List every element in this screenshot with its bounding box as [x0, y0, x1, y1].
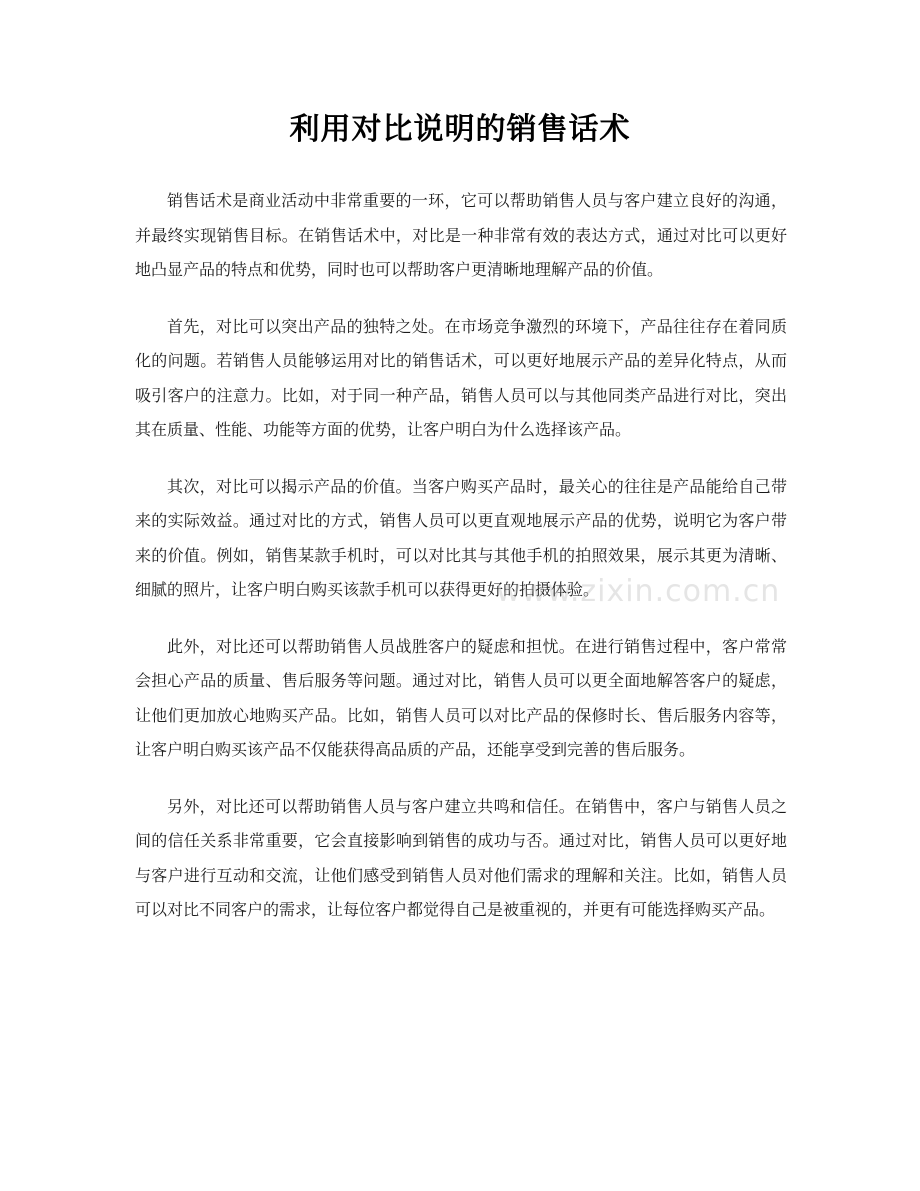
document-title: 利用对比说明的销售话术	[289, 112, 631, 147]
paragraph-additionally: 此外，对比还可以帮助销售人员战胜客户的疑虑和担忧。在进行销售过程中，客户常常会担心产品的质量、售后服务等问题。通过对比，销售人员可以更全面地解答客户的疑虑，让他们更加放心地购买产品。比如，销售人员可以对比产品的保修时长、售后服务内容等，让客户明白购买该产品不仅能获得高品质的产品，还能享受到完善的售后服务。	[135, 636, 787, 759]
document-body	[135, 184, 787, 950]
paragraph-intro: 销售话术是商业活动中非常重要的一环，它可以帮助销售人员与客户建立良好的沟通，并最终实现销售目标。在销售话术中，对比是一种非常有效的表达方式，通过对比可以更好地凸显产品的特点和优势，同时也可以帮助客户更清晰地理解产品的价值。	[135, 191, 787, 279]
paragraph-furthermore: 另外，对比还可以帮助销售人员与客户建立共鸣和信任。在销售中，客户与销售人员之间的信任关系非常重要，它会直接影响到销售的成功与否。通过对比，销售人员可以更好地与客户进行互动和交流，让他们感受到销售人员对他们需求的理解和关注。比如，销售人员可以对比不同客户的需求，让每位客户都觉得自己是被重视的，并更有可能选择购买产品。	[135, 796, 787, 919]
paragraph-first: 首先，对比可以突出产品的独特之处。在市场竞争激烈的环境下，产品往往存在着同质化的问题。若销售人员能够运用对比的销售话术，可以更好地展示产品的差异化特点，从而吸引客户的注意力。比如，对于同一种产品，销售人员可以与其他同类产品进行对比，突出其在质量、性能、功能等方面的优势，让客户明白为什么选择该产品。	[135, 316, 787, 439]
watermark-text: www.zixin.com.cn	[496, 574, 781, 609]
paragraph-second: 其次，对比可以揭示产品的价值。当客户购买产品时，最关心的往往是产品能给自己带来的实际效益。通过对比的方式，销售人员可以更直观地展示产品的优势，说明它为客户带来的价值。例如，销售某款手机时，可以对比其与其他手机的拍照效果，展示其更为清晰、细腻的照片，让客户明白购买该款手机可以获得更好的拍摄体验。	[135, 476, 787, 599]
